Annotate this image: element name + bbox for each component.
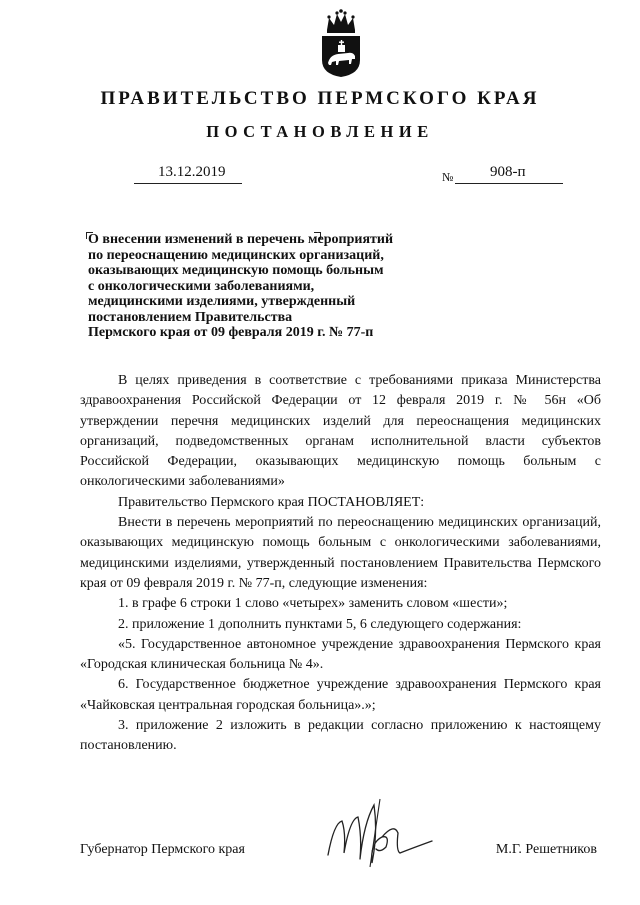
document-type: ПОСТАНОВЛЕНИЕ bbox=[206, 122, 434, 141]
amendment-item-3: 3. приложение 2 изложить в редакции согласно приложению к настоящему постановлению. bbox=[80, 718, 601, 754]
amendment-intro: Внести в перечень мероприятий по переоснащению медицинских организаций, оказывающих медицинскую помощь больным с онкологическими заболеваниями, медицинскими изделиями, утвержденный постановлением Правительства Пермского края от 09 февраля 2019 г. № 77-п, следующие изменения: bbox=[80, 515, 601, 591]
signatory-name: М.Г. Решетников bbox=[495, 842, 597, 857]
government-title: ПРАВИТЕЛЬСТВО ПЕРМСКОГО КРАЯ bbox=[100, 88, 540, 109]
document-date: 13.12.2019 bbox=[158, 164, 226, 180]
perm-krai-coat-of-arms-icon bbox=[318, 8, 364, 78]
subject-line: постановлением Правительства bbox=[88, 309, 293, 325]
added-point-6: 6. Государственное бюджетное учреждение здравоохранения Пермского края «Чайковская центральная городская больница».»; bbox=[80, 677, 601, 713]
subject-line: Пермского края от 09 февраля 2019 г. № 77-п bbox=[88, 325, 374, 340]
subject-line: медицинскими изделиями, утвержденный bbox=[88, 294, 356, 309]
signature-block bbox=[80, 838, 601, 868]
preamble-paragraph: В целях приведения в соответствие с требованиями приказа Министерства здравоохранения Российской Федерации от 12 февраля 2019 г. № 56н «Об утверждении перечня медицинских изделий для переоснащения медицинских организаций, подведомственных органам исполнительной власти субъектов Российской Федерации, оказывающих медицинскую помощь больным с онкологическими заболеваниями» bbox=[80, 373, 601, 490]
resolution-statement: Правительство Пермского края ПОСТАНОВЛЯЕТ: bbox=[118, 494, 425, 510]
signatory-position: Губернатор Пермского края bbox=[80, 842, 245, 857]
date-underline bbox=[134, 183, 242, 184]
subject-line: О внесении изменений в перечень мероприятий bbox=[88, 232, 394, 247]
document-number: 908-п bbox=[490, 164, 526, 180]
added-point-5: «5. Государственное автономное учреждение здравоохранения Пермского края «Городская клиническая больница № 4». bbox=[80, 636, 601, 673]
number-label: № bbox=[442, 170, 454, 184]
handwritten-signature-icon bbox=[320, 793, 440, 873]
subject-heading bbox=[88, 232, 448, 341]
subject-line: с онкологическими заболеваниями, bbox=[88, 278, 315, 294]
amendment-item-1: 1. в графе 6 строки 1 слово «четырех» заменить словом «шести»; bbox=[118, 596, 508, 612]
subject-line: оказывающих медицинскую помощь больным bbox=[88, 263, 384, 278]
document-body bbox=[80, 371, 601, 757]
subject-line: по переоснащению медицинских организаций, bbox=[88, 247, 384, 263]
number-underline bbox=[455, 183, 563, 184]
amendment-item-2: 2. приложение 1 дополнить пунктами 5, 6 следующего содержания: bbox=[118, 616, 522, 632]
